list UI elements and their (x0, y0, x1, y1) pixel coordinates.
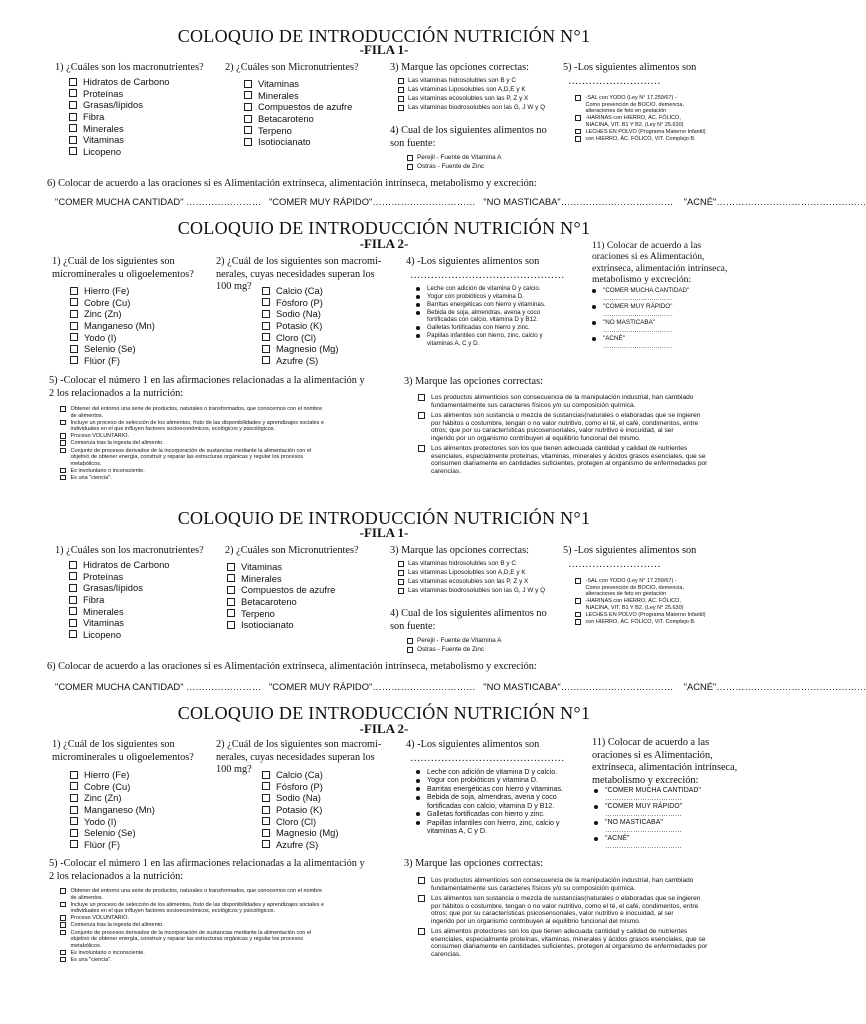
option-isotiocianato[interactable]: Isotiocianato (244, 136, 352, 148)
options-q2 (262, 769, 339, 850)
checkbox[interactable] (398, 78, 404, 84)
option[interactable]: Manganeso (Mn) (70, 320, 155, 332)
checkbox[interactable] (262, 794, 270, 802)
checkbox[interactable] (69, 89, 77, 97)
checkbox[interactable] (60, 957, 66, 963)
bullet-icon (416, 287, 420, 291)
list-item: -HARINAS con HIERRO, ÁC. FÓLICO, NIACINA, VIT. B1 Y B2. (Ley N° 25.630) (575, 115, 760, 128)
checkbox[interactable] (398, 96, 404, 102)
option[interactable]: Las vitaminas hidrosolubles son B y C (398, 560, 545, 568)
checkbox[interactable] (418, 895, 425, 902)
option[interactable]: Cloro (Cl) (262, 815, 339, 827)
options-q4 (407, 154, 501, 172)
question-5: 5) -Colocar el número 1 en las afirmaciones relacionadas a la alimentación y 2 los relacionados a la nutrición: (49, 858, 365, 882)
checkbox[interactable] (575, 136, 581, 142)
exam-title: COLOQUIO DE INTRODUCCIÓN NUTRICIÓN N°1 (177, 703, 591, 723)
checkbox[interactable] (227, 598, 235, 606)
checkbox[interactable] (575, 578, 581, 584)
bullet-icon (416, 303, 420, 307)
food-list (575, 578, 760, 626)
checkbox[interactable] (70, 333, 78, 341)
blank-line[interactable]: …………………………… (603, 295, 673, 302)
checkbox[interactable] (60, 902, 66, 908)
checkbox[interactable] (227, 563, 235, 571)
option[interactable]: Cobre (Cu) (70, 297, 155, 309)
statement[interactable]: Los productos alimenticios son consecuencia de la manipulación industrial, han cambiado fundamentalmente sus caracteres físicos y/o su composición química. (418, 394, 758, 409)
checkbox[interactable] (227, 609, 235, 617)
checkbox[interactable] (60, 406, 66, 412)
option[interactable]: Yodo (I) (70, 331, 155, 343)
statement[interactable]: Es una "ciencia". (60, 475, 380, 482)
list-item: Galletas fortificadas con hierro y zinc. (416, 324, 586, 331)
bullet-icon (416, 812, 420, 816)
question-3: 3) Marque las opciones correctas: (390, 62, 529, 73)
option[interactable]: Hierro (Fe) (70, 285, 155, 297)
checkbox[interactable] (262, 829, 270, 837)
exam-title: COLOQUIO DE INTRODUCCIÓN NUTRICIÓN N°1 (177, 218, 591, 238)
list-item: Bebida de soja, almendras, avena y coco fortificadas con calcio, vitamina D y B12. (416, 309, 586, 324)
answer-blank[interactable]: ……………………… (568, 559, 661, 570)
bullet-icon (416, 779, 420, 783)
blank-line[interactable]: …………………………… (603, 311, 673, 318)
question-5: 5) -Los siguientes alimentos son (563, 62, 697, 73)
question-11: 11) Colocar de acuerdo a las oraciones si es Alimentación, extrínseca, alimentación intrínseca, metabolismo y excreción: (592, 240, 728, 286)
checkbox[interactable] (418, 412, 425, 419)
checkbox[interactable] (69, 147, 77, 155)
option[interactable]: Flúor (F) (70, 839, 155, 851)
list-item: Barritas energéticas con hierro y vitaminas. (416, 785, 596, 793)
list-item: Yogur con probióticos y vitamina D. (416, 293, 586, 300)
list-item: -HARINAS con HIERRO, ÁC. FÓLICO, NIACINA, VIT. B1 Y B2. (Ley N° 25.630) (575, 598, 760, 611)
question-2: 2) ¿Cuál de los siguientes son macromi- nerales, cuyas necesidades superan los 100 mg? (216, 256, 382, 292)
options-q2 (244, 78, 352, 148)
options-q3 (398, 77, 545, 113)
checkbox[interactable] (70, 310, 78, 318)
option[interactable]: Zinc (Zn) (70, 308, 155, 320)
option[interactable]: Las vitaminas ecosolubles son las P, Z y X (398, 95, 545, 103)
checkbox[interactable] (575, 612, 581, 618)
checkbox[interactable] (70, 806, 78, 814)
statement[interactable]: Conjunto de procesos derivados de la incorporación de sustancias mediante la alimentación con el objetivo de obtener energía, construir y reparar las estructuras orgánicas y regular los procesos metabólicos. (60, 930, 380, 950)
checkbox[interactable] (60, 930, 66, 936)
question-6: 6) Colocar de acuerdo a las oraciones si es Alimentación extrínseca, alimentación intrínseca, metabolismo y excreción: (47, 661, 537, 672)
option[interactable]: Las vitaminas Liposolubles son A,D,E y K (398, 86, 545, 94)
question-4: 4) -Los siguientes alimentos son (406, 739, 540, 750)
checkbox[interactable] (69, 101, 77, 109)
option[interactable]: Magnesio (Mg) (262, 343, 339, 355)
question-6: 6) Colocar de acuerdo a las oraciones si es Alimentación extrínseca, alimentación intrínseca, metabolismo y excreción: (47, 178, 537, 189)
blank-line[interactable]: …………………………… (603, 343, 673, 350)
options-q1 (69, 559, 170, 640)
option[interactable]: Selenio (Se) (70, 343, 155, 355)
answer-blank[interactable]: ……………………… (568, 76, 661, 87)
checkbox[interactable] (60, 475, 66, 481)
checkbox[interactable] (407, 164, 413, 170)
option[interactable]: Fósforo (P) (262, 297, 339, 309)
option[interactable]: Manganeso (Mn) (70, 804, 155, 816)
statement[interactable]: Los alimentos son sustancia o mezcla de sustancias(naturales o elaboradas que se ingieren por hábitos o costumbre, tengan o no valor nutritivo, como el té, el café, condimentos, entre otros; que por su características psicosensoriales, valor nutritivo e inocuidad, al ser ingerido por un organismo contribuyen al equilibrio funcional del mismo. (418, 895, 758, 925)
checkbox[interactable] (60, 448, 66, 454)
option-minerales[interactable]: Minerales (69, 122, 170, 134)
list-item: Galletas fortificadas con hierro y zinc. (416, 810, 596, 818)
checkbox[interactable] (262, 322, 270, 330)
checkbox[interactable] (70, 840, 78, 848)
checkbox[interactable] (418, 445, 425, 452)
bullet-icon (594, 805, 598, 809)
question-1: 1) ¿Cuáles son los macronutrientes? (55, 545, 204, 556)
statement[interactable]: Los alimentos protectores son los que tienen adecuada cantidad y calidad de nutrientes esenciales, especialmente proteínas, vitaminas, minerales y ácidos grasos esenciales, que se consumen diariamente en cantidades suficientes, protegen al organismo de enfermedades por carencias. (418, 445, 758, 475)
option-fibra[interactable]: Fibra (69, 111, 170, 123)
checkbox[interactable] (69, 113, 77, 121)
checkbox[interactable] (227, 586, 235, 594)
checkbox[interactable] (244, 126, 252, 134)
option[interactable]: Potasio (K) (262, 804, 339, 816)
checkbox[interactable] (69, 136, 77, 144)
list-item: LECHES EN POLVO (Programa Materno Infantil) (575, 129, 760, 136)
question-5: 5) -Los siguientes alimentos son (563, 545, 697, 556)
bullet-icon (592, 305, 596, 309)
statement[interactable]: Los alimentos son sustancia o mezcla de sustancias(naturales o elaboradas que se ingieren por hábitos o costumbre, tengan o no valor nutritivo, como el té, el café, condimentos, entre otros; que por su características psicosensoriales, valor nutritivo e inocuidad, al ser ingerido por un organismo contribuyen al equilibrio funcional del mismo. (418, 412, 758, 442)
checkbox[interactable] (70, 345, 78, 353)
answer-blank[interactable]: ……………………………………… (410, 270, 565, 281)
exam-title: COLOQUIO DE INTRODUCCIÓN NUTRICIÓN N°1 (177, 508, 591, 528)
checkbox[interactable] (70, 782, 78, 790)
checkbox[interactable] (398, 105, 404, 111)
blank-line[interactable]: …………………………… (605, 795, 682, 802)
option[interactable]: Las vitaminas Liposolubles son A,D,E y K (398, 569, 545, 577)
food-list (416, 285, 586, 348)
option[interactable]: Azufre (S) (262, 355, 339, 367)
options-q3 (418, 877, 758, 961)
list-item: Leche con adición de vitamina D y calcio. (416, 768, 596, 776)
options-q1 (69, 76, 170, 157)
checkbox[interactable] (262, 345, 270, 353)
option[interactable]: Calcio (Ca) (262, 285, 339, 297)
answer-list (592, 287, 689, 351)
statement[interactable]: Conjunto de procesos derivados de la incorporación de sustancias mediante la alimentación con el objetivo de obtener energía, construir y reparar las estructuras orgánicas y regular los procesos metabólicos. (60, 448, 380, 468)
list-item: "COMER MUCHA CANTIDAD" (594, 787, 701, 794)
statement[interactable]: Los alimentos protectores son los que tienen adecuada cantidad y calidad de nutrientes esenciales, especialmente proteínas, vitaminas, minerales y ácidos grasos esenciales, que se consumen diariamente en cantidades suficientes, protegen al organismo de enfermedades por carencias. (418, 928, 758, 958)
statement[interactable]: Comienza tras la ingesta del alimento. (60, 922, 380, 929)
option-minerales[interactable]: Minerales (244, 90, 352, 102)
list-item: -SAL con YODO (Ley N° 17.259/67) - Como prevención de BOCIO, demencia, alteraciones de feto en gestación (575, 95, 760, 115)
option[interactable]: Las vitaminas biodrosolubles son las G, J W y Q (398, 104, 545, 112)
option-vitaminas[interactable]: Vitaminas (227, 561, 335, 573)
checkbox[interactable] (262, 298, 270, 306)
checkbox[interactable] (244, 80, 252, 88)
exam-section-fila1-a (0, 0, 866, 242)
bullet-icon (416, 326, 420, 330)
checkbox[interactable] (262, 333, 270, 341)
checkbox[interactable] (262, 817, 270, 825)
answer-line[interactable]: "COMER MUCHA CANTIDAD" …………………… "COMER MUY RÁPIDO"…………………………… "NO MASTICABA"……………………………… "ACNÉ"………………………………………… (55, 196, 866, 207)
list-item: "NO MASTICABA" (594, 819, 701, 826)
checkbox[interactable] (262, 840, 270, 848)
bullet-icon (416, 334, 420, 338)
bullet-icon (594, 789, 598, 793)
question-1: 1) ¿Cuál de los siguientes son microminerales u oligoelementos? (52, 739, 194, 763)
statement[interactable]: Incluye un proceso de selección de los alimentos, fruto de las disponibilidades y aprendizajes sociales e individuales en el que influyen factores socioeconómicos, ecológicos y psicológicos. (60, 902, 380, 915)
list-item: -SAL con YODO (Ley N° 17.259/67) - Como prevención de BOCIO, demencia, alteraciones de feto en gestación (575, 578, 760, 598)
option[interactable]: Calcio (Ca) (262, 769, 339, 781)
bullet-icon (592, 337, 596, 341)
option-licopeno[interactable]: Licopeno (69, 146, 170, 158)
options-q3 (398, 560, 545, 596)
statement[interactable]: Obtener del entorno una serie de productos, naturales o transformados, que conocemos con el nombre de alimentos. (60, 406, 380, 419)
statement[interactable]: Proceso VOLUNTARIO. (60, 915, 380, 922)
checkbox[interactable] (407, 638, 413, 644)
answer-line[interactable]: "COMER MUCHA CANTIDAD" …………………… "COMER MUY RÁPIDO"…………………………… "NO MASTICABA"……………………………… "ACNÉ"………………………………………… (55, 681, 866, 692)
bullet-icon (592, 321, 596, 325)
checkbox[interactable] (244, 138, 252, 146)
question-4: 4) Cual de los siguientes alimentos no son fuente: (390, 608, 547, 632)
option-betacaroteno[interactable]: Betacaroteno (244, 113, 352, 125)
option-proteinas[interactable]: Proteínas (69, 88, 170, 100)
option[interactable]: Cloro (Cl) (262, 331, 339, 343)
checkbox[interactable] (70, 298, 78, 306)
option[interactable]: Fósforo (P) (262, 781, 339, 793)
bullet-icon (416, 311, 420, 315)
checkbox[interactable] (262, 310, 270, 318)
list-item: Papillas infantiles con hierro, zinc, calcio y vitaminas A, C y D. (416, 332, 586, 347)
checkbox[interactable] (575, 115, 581, 121)
options-q2 (262, 285, 339, 366)
question-5: 5) -Colocar el número 1 en las afirmaciones relacionadas a la alimentación y 2 los relacionados a la nutrición: (49, 375, 365, 399)
option[interactable]: Sodio (Na) (262, 792, 339, 804)
statement[interactable]: Comienza tras la ingesta del alimento. (60, 440, 380, 447)
checkbox[interactable] (262, 782, 270, 790)
checkbox[interactable] (575, 619, 581, 625)
exam-section-fila2-b (0, 703, 768, 1024)
statement[interactable]: Es involuntario o inconsciente. (60, 468, 380, 475)
checkbox[interactable] (418, 928, 425, 935)
option-azufre[interactable]: Compuestos de azufre (244, 101, 352, 113)
food-list (416, 768, 596, 836)
option[interactable]: Las vitaminas ecosolubles son las P, Z y X (398, 578, 545, 586)
question-1: 1) ¿Cuáles son los macronutrientes? (55, 62, 204, 73)
bullet-icon (592, 289, 596, 293)
option[interactable]: Perejil - Fuente de Vitamina A (407, 637, 501, 645)
bullet-icon (594, 837, 598, 841)
checkbox[interactable] (262, 771, 270, 779)
checkbox[interactable] (69, 630, 77, 638)
checkbox[interactable] (70, 817, 78, 825)
list-item: "ACNÉ" (594, 835, 701, 842)
checkbox[interactable] (398, 588, 404, 594)
list-item: con HIERRO, ÁC. FÓLICO, VIT. Complejo B. (575, 619, 760, 626)
option-vitaminas[interactable]: Vitaminas (244, 78, 352, 90)
question-1: 1) ¿Cuál de los siguientes son microminerales u oligoelementos? (52, 256, 194, 280)
option-minerales[interactable]: Minerales (227, 573, 335, 585)
option-hidratos[interactable]: Hidratos de Carbono (69, 76, 170, 88)
checkbox[interactable] (70, 829, 78, 837)
checkbox[interactable] (60, 433, 66, 439)
bullet-icon (594, 821, 598, 825)
checkbox[interactable] (407, 647, 413, 653)
checkbox[interactable] (60, 420, 66, 426)
checkbox[interactable] (70, 322, 78, 330)
checkbox[interactable] (70, 287, 78, 295)
option[interactable]: Selenio (Se) (70, 827, 155, 839)
options-q2 (227, 561, 335, 631)
list-item: Barritas energéticas con hierro y vitaminas. (416, 301, 586, 308)
option[interactable]: Hierro (Fe) (70, 769, 155, 781)
checkbox[interactable] (262, 356, 270, 364)
checkbox[interactable] (244, 103, 252, 111)
checkbox[interactable] (69, 124, 77, 132)
option-minerales[interactable]: Minerales (69, 605, 170, 617)
answer-list (594, 787, 701, 851)
bullet-icon (416, 295, 420, 299)
list-item: LECHES EN POLVO (Programa Materno Infantil) (575, 612, 760, 619)
exam-section-fila2-a (0, 218, 768, 506)
option-hidratos[interactable]: Hidratos de Carbono (69, 559, 170, 571)
option[interactable]: Perejil - Fuente de Vitamina A (407, 154, 501, 162)
checkbox[interactable] (69, 561, 77, 569)
question-2: 2) ¿Cuál de los siguientes son macromi- nerales, cuyas necesidades superan los 100 mg? (216, 739, 382, 775)
statement[interactable]: Incluye un proceso de selección de los alimentos, fruto de las disponibilidades y aprendizajes sociales e individuales en el que influyen factores socioeconómicos, ecológicos y psicológicos. (60, 420, 380, 433)
checkbox[interactable] (227, 574, 235, 582)
question-3: 3) Marque las opciones correctas: (404, 858, 543, 869)
checkbox[interactable] (69, 584, 77, 592)
blank-line[interactable]: …………………………… (605, 827, 682, 834)
bullet-icon (416, 770, 420, 774)
option-terpeno[interactable]: Terpeno (244, 124, 352, 136)
options-q4 (407, 637, 501, 655)
checkbox[interactable] (69, 596, 77, 604)
checkbox[interactable] (60, 950, 66, 956)
option[interactable]: Azufre (S) (262, 839, 339, 851)
exam-subtitle: -FILA 1- (359, 42, 409, 57)
option-proteinas[interactable]: Proteínas (69, 571, 170, 583)
option-grasas[interactable]: Grasas/lípidos (69, 582, 170, 594)
checkbox[interactable] (60, 440, 66, 446)
option[interactable]: Cobre (Cu) (70, 781, 155, 793)
list-item: "NO MASTICABA" (592, 319, 689, 326)
checkbox[interactable] (69, 572, 77, 580)
checkbox[interactable] (60, 915, 66, 921)
question-4: 4) Cual de los siguientes alimentos no son fuente: (390, 125, 547, 149)
options-q5 (60, 888, 380, 964)
checkbox[interactable] (575, 129, 581, 135)
bullet-icon (416, 821, 420, 825)
list-item: Papillas infantiles con hierro, zinc, calcio y vitaminas A, C y D. (416, 819, 596, 836)
checkbox[interactable] (70, 356, 78, 364)
question-2: 2) ¿Cuáles son Micronutrientes? (225, 62, 359, 73)
checkbox[interactable] (418, 877, 425, 884)
checkbox[interactable] (418, 394, 425, 401)
checkbox[interactable] (262, 806, 270, 814)
option[interactable]: Ostras - Fuente de Zinc (407, 163, 501, 171)
checkbox[interactable] (575, 598, 581, 604)
exam-subtitle: -FILA 2- (359, 721, 409, 736)
blank-line[interactable]: …………………………… (603, 327, 673, 334)
checkbox[interactable] (407, 155, 413, 161)
checkbox[interactable] (69, 78, 77, 86)
list-item: "COMER MUY RÁPIDO" (594, 803, 701, 810)
question-3: 3) Marque las opciones correctas: (390, 545, 529, 556)
blank-line[interactable]: …………………………… (605, 843, 682, 850)
options-q3 (418, 394, 758, 478)
option-isotiocianato[interactable]: Isotiocianato (227, 619, 335, 631)
list-item: Leche con adición de vitamina D y calcio. (416, 285, 586, 292)
option[interactable]: Ostras - Fuente de Zinc (407, 646, 501, 654)
checkbox[interactable] (398, 87, 404, 93)
statement[interactable]: Es una "ciencia". (60, 957, 380, 964)
blank-line[interactable]: …………………………… (605, 811, 682, 818)
option-fibra[interactable]: Fibra (69, 594, 170, 606)
option-betacaroteno[interactable]: Betacaroteno (227, 596, 335, 608)
checkbox[interactable] (60, 922, 66, 928)
exam-subtitle: -FILA 1- (359, 525, 409, 540)
checkbox[interactable] (227, 621, 235, 629)
option[interactable]: Las vitaminas hidrosolubles son B y C (398, 77, 545, 85)
checkbox[interactable] (398, 579, 404, 585)
exam-subtitle: -FILA 2- (359, 236, 409, 251)
checkbox[interactable] (262, 287, 270, 295)
question-11: 11) Colocar de acuerdo a las oraciones si es Alimentación, extrínseca, alimentación intrínseca, metabolismo y excreción: (592, 737, 738, 786)
checkbox[interactable] (575, 95, 581, 101)
checkbox[interactable] (244, 115, 252, 123)
statement[interactable]: Los productos alimenticios son consecuencia de la manipulación industrial, han cambiado fundamentalmente sus caracteres físicos y/o su composición química. (418, 877, 758, 892)
option[interactable]: Zinc (Zn) (70, 792, 155, 804)
option-terpeno[interactable]: Terpeno (227, 607, 335, 619)
option[interactable]: Las vitaminas biodrosolubles son las G, J W y Q (398, 587, 545, 595)
exam-title: COLOQUIO DE INTRODUCCIÓN NUTRICIÓN N°1 (177, 26, 591, 46)
checkbox[interactable] (70, 771, 78, 779)
list-item: Bebida de soja, almendras, avena y coco fortificadas con calcio, vitamina D y B12. (416, 793, 596, 810)
option-azufre[interactable]: Compuestos de azufre (227, 584, 335, 596)
checkbox[interactable] (398, 561, 404, 567)
options-q5 (60, 406, 380, 482)
checkbox[interactable] (60, 468, 66, 474)
option[interactable]: Flúor (F) (70, 355, 155, 367)
options-q1 (70, 285, 155, 366)
option[interactable]: Yodo (I) (70, 815, 155, 827)
list-item: con HIERRO, ÁC. FÓLICO, VIT. Complejo B. (575, 136, 760, 143)
option-licopeno[interactable]: Licopeno (69, 629, 170, 641)
list-item: "COMER MUCHA CANTIDAD" (592, 287, 689, 294)
statement[interactable]: Proceso VOLUNTARIO. (60, 433, 380, 440)
bullet-icon (416, 796, 420, 800)
checkbox[interactable] (69, 619, 77, 627)
question-2: 2) ¿Cuáles son Micronutrientes? (225, 545, 359, 556)
option-vitaminas[interactable]: Vitaminas (69, 134, 170, 146)
statement[interactable]: Obtener del entorno una serie de productos, naturales o transformados, que conocemos con el nombre de alimentos. (60, 888, 380, 901)
checkbox[interactable] (398, 570, 404, 576)
checkbox[interactable] (70, 794, 78, 802)
checkbox[interactable] (60, 888, 66, 894)
bullet-icon (416, 787, 420, 791)
food-list (575, 95, 760, 143)
question-4: 4) -Los siguientes alimentos son (406, 256, 540, 267)
list-item: "ACNÉ" (592, 335, 689, 342)
question-3: 3) Marque las opciones correctas: (404, 376, 543, 387)
answer-blank[interactable]: ……………………………………… (410, 753, 565, 764)
list-item: Yogur con probióticos y vitamina D. (416, 776, 596, 784)
checkbox[interactable] (244, 91, 252, 99)
option-vitaminas[interactable]: Vitaminas (69, 617, 170, 629)
option[interactable]: Magnesio (Mg) (262, 827, 339, 839)
list-item: "COMER MUY RÁPIDO" (592, 303, 689, 310)
option[interactable]: Potasio (K) (262, 320, 339, 332)
option-grasas[interactable]: Grasas/lípidos (69, 99, 170, 111)
statement[interactable]: Es involuntario o inconsciente. (60, 950, 380, 957)
option[interactable]: Sodio (Na) (262, 308, 339, 320)
checkbox[interactable] (69, 607, 77, 615)
options-q1 (70, 769, 155, 850)
